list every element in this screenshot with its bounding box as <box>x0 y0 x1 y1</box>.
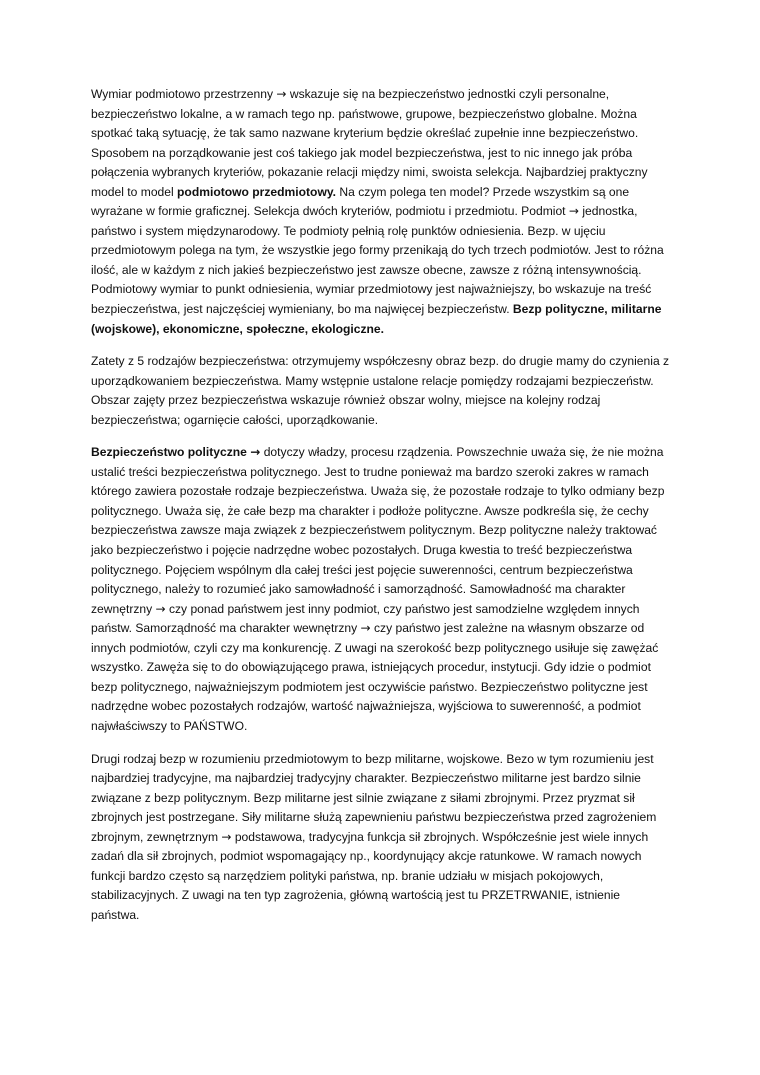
paragraph-political <box>91 443 671 736</box>
text-run: czy ponad państwem jest inny podmiot, czy państwo jest samodzielne względem innych państw. Samorządność ma charakter wewnętrzny <box>91 601 640 636</box>
text-run: wskazuje się na bezpieczeństwo jednostki czyli personalne, bezpieczeństwo lokalne, a w ramach tego np. państwowe, grupowe, bezpieczeństwo globalne. Można spotkać taką sytuację, że tak samo nazwane kryterium będzie określać zupełnie inne bezpieczeństwo. Sposobem na porządkowanie jest coś takiego jak model bezpieczeństwa, jest to nic innego jak próba połączenia wybranych kryteriów, pokazanie relacji między nimi, swoista selekcja. Najbardziej praktyczny model to model <box>91 87 648 199</box>
text-run: Zatety z 5 rodzajów bezpieczeństwa: otrzymujemy współczesny obraz bezp. do drugie mamy do czynienia z uporządkowaniem bezpieczeństwa. Mamy wstępnie ustalone relacje pomiędzy rodzajami bezpieczeństw. Obszar zajęty przez bezpieczeństwa wskazuje również obszar wolny, miejsce na kolejny rodzaj bezpieczeństwa; ogarnięcie całości, uporządkowanie. <box>91 354 670 427</box>
arrow-right-icon: → <box>221 829 232 844</box>
paragraph-types <box>91 352 671 430</box>
arrow-right-icon: → <box>250 445 261 460</box>
text-run: Drugi rodzaj bezp w rozumieniu przedmiotowym to bezp militarne, wojskowe. Bezo w tym rozumieniu jest najbardziej tradycyjne, ma najbardziej tradycyjny charakter. Bezpieczeństwo militarne jest bardzo silnie związane z bezp politycznym. Bezp militarne jest silnie związane z siłami zbrojnymi. Przez pryzmat sił zbrojnych jest postrzegane. Siły militarne służą zapewnieniu państwu bezpieczeństwa przed zagrożeniem zbrojnym, zewnętrznym <box>91 751 657 844</box>
text-run: dotyczy władzy, procesu rządzenia. Powszechnie uważa się, że nie można ustalić treści bezpieczeństwa politycznego. Jest to trudne ponieważ ma bardzo szeroki zakres w ramach którego zawiera pozostałe rodzaje bezpieczeństwa. Uważa się, że pozostałe rodzaje to tylko odmiany bezp politycznego. Uważa się, że całe bezp ma charakter i podłoże polityczne. Awsze podkreśla się, że cechy bezpieczeństwa zawsze maja związek z bezpieczeństwem politycznym. Bezp polityczne należy traktować jako bezpieczeństwo i pojęcie nadrzędne wobec pozostałych. Druga kwestia to treść bezpieczeństwa politycznego. Pojęciem wspólnym dla całej treści jest pojęcie suwerenności, centrum bezpieczeństwa politycznego, należy to rozumieć jako samowładność i samorządność. Samowładność ma charakter zewnętrzny <box>91 445 665 616</box>
arrow-right-icon: → <box>276 87 287 101</box>
bold-text: Bezpieczeństwo polityczne <box>91 445 251 460</box>
bold-text: Bezp polityczne, militarne (wojskowe), ekonomiczne, społeczne, ekologiczne. <box>91 302 662 336</box>
arrow-right-icon: → <box>568 204 579 219</box>
text-run: jednostka, państwo i system międzynarodowy. Te podmioty pełnią rolę punktów odniesienia. Bezp. w ujęciu przedmiotowym polega na tym, że wszystkie jego formy przenikają do tych trzech podmiotów. Jest to różna ilość, ale w każdym z nich jakieś bezpieczeństwo jest zawsze obecne, zawsze z różną intensywnością. Podmiotowy wymiar to punkt odniesienia, wymiar przedmiotowy jest najważniejszy, bo wskazuje na treść bezpieczeństwa, jest najczęściej wymieniany, bo ma najwięcej bezpieczeństw. <box>91 204 664 317</box>
text-run: czy państwo jest zależne na własnym obszarze od innych podmiotów, czyli czy ma konkurencję. Z uwagi na szerokość bezp politycznego usiłuje się zawężać wszystko. Zawęża się to do obowiązującego prawa, istniejących procedur, instytucji. Gdy idzie o podmiot bezp politycznego, najważniejszym podmiotem jest oczywiście państwo. Bezpieczeństwo polityczne jest nadrzędne wobec pozostałych rodzajów, wartość najważniejsza, wyjściowa to suwerenność, a podmiot najwłaściwszy to PAŃSTWO. <box>91 621 659 733</box>
bold-text: podmiotowo przedmiotowy. <box>177 184 337 199</box>
text-run: podstawowa, tradycyjna funkcja sił zbrojnych. Współcześnie jest wiele innych zadań dla sił zbrojnych, podmiot wspomagający np., koordynujący akcje ratunkowe. W ramach nowych funkcji bardzo często są narzędziem polityki państwa, np. branie udziału w misjach pokojowych, stabilizacyjnych. Z uwagi na ten typ zagrożenia, główną wartością jest tu PRZETRWANIE, istnienie państwa. <box>91 829 649 922</box>
arrow-right-icon: → <box>155 601 166 616</box>
paragraph-dimensions <box>91 85 671 339</box>
text-run: Na czym polega ten model? Przede wszystkim są one wyrażane w formie graficznej. Selekcja dwóch kryteriów, podmiotu i przedmiotu. Podmiot <box>91 184 630 219</box>
document-body <box>91 85 671 925</box>
arrow-right-icon: → <box>360 621 371 636</box>
paragraph-military <box>91 750 671 926</box>
text-run: Wymiar podmiotowo przestrzenny <box>91 87 277 101</box>
